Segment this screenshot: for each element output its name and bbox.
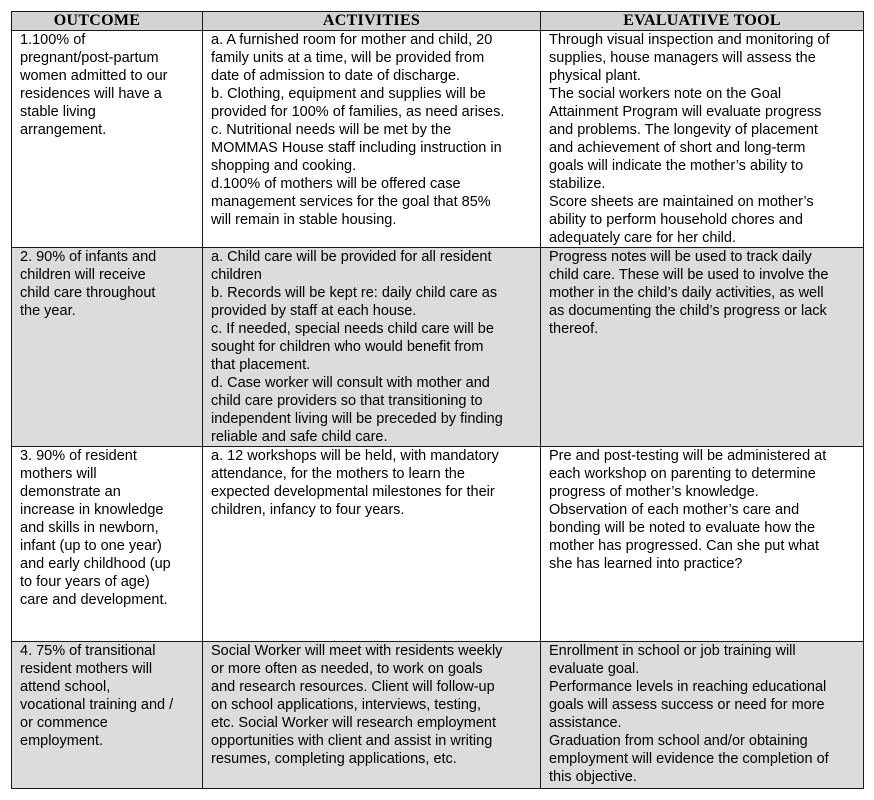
activities-cell: a. A furnished room for mother and child, 20 family units at a time, will be provided from date of admission to date of discharge. b. Clothing, equipment and supplies will be provided for 100% of families, as need arises. c. Nutritional needs will be met by the MOMMAS House staff including instruction in shopping and cooking. d.100% of mothers will be offered case management services for the goal that 85% will remain in stable housing. (203, 31, 541, 248)
outcome-cell: 3. 90% of resident mothers will demonstrate an increase in knowledge and skills in newborn, infant (up to one year) and early childhood (up to four years of age) care and development. (12, 447, 203, 642)
evaluative-tool-cell: Progress notes will be used to track daily child care. These will be used to involve the mother in the child’s daily activities, as well as documenting the child’s progress or lack thereof. (541, 248, 864, 447)
header-evaluative-tool: EVALUATIVE TOOL (541, 12, 864, 31)
outcome-cell: 4. 75% of transitional resident mothers will attend school, vocational training and / or commence employment. (12, 642, 203, 789)
evaluative-tool-cell: Through visual inspection and monitoring of supplies, house managers will assess the physical plant. The social workers note on the Goal Attainment Program will evaluate progress and problems. The longevity of placement and achievement of short and long-term goals will indicate the mother’s ability to stabilize. Score sheets are maintained on mother’s ability to perform household chores and adequately care for her child. (541, 31, 864, 248)
activities-cell: Social Worker will meet with residents weekly or more often as needed, to work on goals and research resources. Client will follow-up on school applications, interviews, testing, etc. Social Worker will research employment opportunities with client and assist in writing resumes, completing applications, etc. (203, 642, 541, 789)
evaluative-tool-cell: Enrollment in school or job training will evaluate goal. Performance levels in reaching educational goals will assess success or need for more assistance. Graduation from school and/or obtaining employment will evidence the completion of this objective. (541, 642, 864, 789)
outcome-cell: 1.100% of pregnant/post-partum women admitted to our residences will have a stable living arrangement. (12, 31, 203, 248)
outcome-cell: 2. 90% of infants and children will receive child care throughout the year. (12, 248, 203, 447)
table-row (12, 642, 864, 789)
header-row (12, 12, 864, 31)
table-row (12, 447, 864, 642)
header-outcome: OUTCOME (12, 12, 203, 31)
table-row (12, 248, 864, 447)
activities-cell: a. 12 workshops will be held, with mandatory attendance, for the mothers to learn the expected developmental milestones for their children, infancy to four years. (203, 447, 541, 642)
activities-cell: a. Child care will be provided for all resident children b. Records will be kept re: daily child care as provided by staff at each house. c. If needed, special needs child care will be sought for children who would benefit from that placement. d. Case worker will consult with mother and child care providers so that transitioning to independent living will be preceded by finding reliable and safe child care. (203, 248, 541, 447)
header-activities: ACTIVITIES (203, 12, 541, 31)
table-row (12, 31, 864, 248)
outcomes-table (11, 11, 864, 789)
evaluative-tool-cell: Pre and post-testing will be administered at each workshop on parenting to determine progress of mother’s knowledge. Observation of each mother’s care and bonding will be noted to evaluate how the mother has progressed. Can she put what she has learned into practice? (541, 447, 864, 642)
